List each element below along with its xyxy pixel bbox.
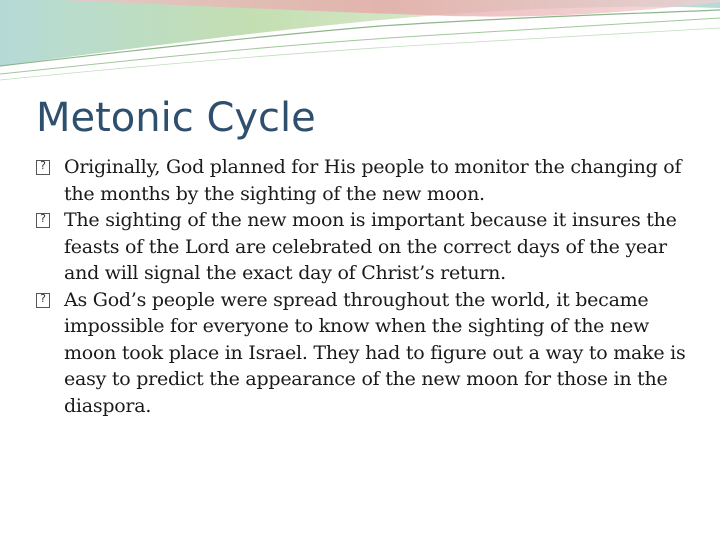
decorative-header-wave — [0, 0, 720, 90]
missing-glyph-bullet-icon — [36, 160, 50, 175]
bullet-text: The sighting of the new moon is important because it insures the feasts of the Lord are celebrated on the correct days of the year and will signal the exact day of Christ’s return. — [64, 209, 677, 284]
bullet-list — [36, 154, 696, 419]
bullet-text: As God’s people were spread throughout the world, it became impossible for everyone to know when the sighting of the new moon took place in Israel. They had to figure out a way to make is easy to predict the appearance of the new moon for those in the diaspora. — [64, 288, 686, 417]
bullet-item — [36, 207, 696, 287]
missing-glyph-bullet-icon — [36, 213, 50, 228]
missing-glyph-bullet-icon — [36, 293, 50, 308]
bullet-item — [36, 154, 696, 207]
slide-title: Metonic Cycle — [36, 95, 316, 141]
bullet-text: Originally, God planned for His people to monitor the changing of the months by the sighting of the new moon. — [64, 156, 682, 205]
bullet-item — [36, 287, 696, 420]
